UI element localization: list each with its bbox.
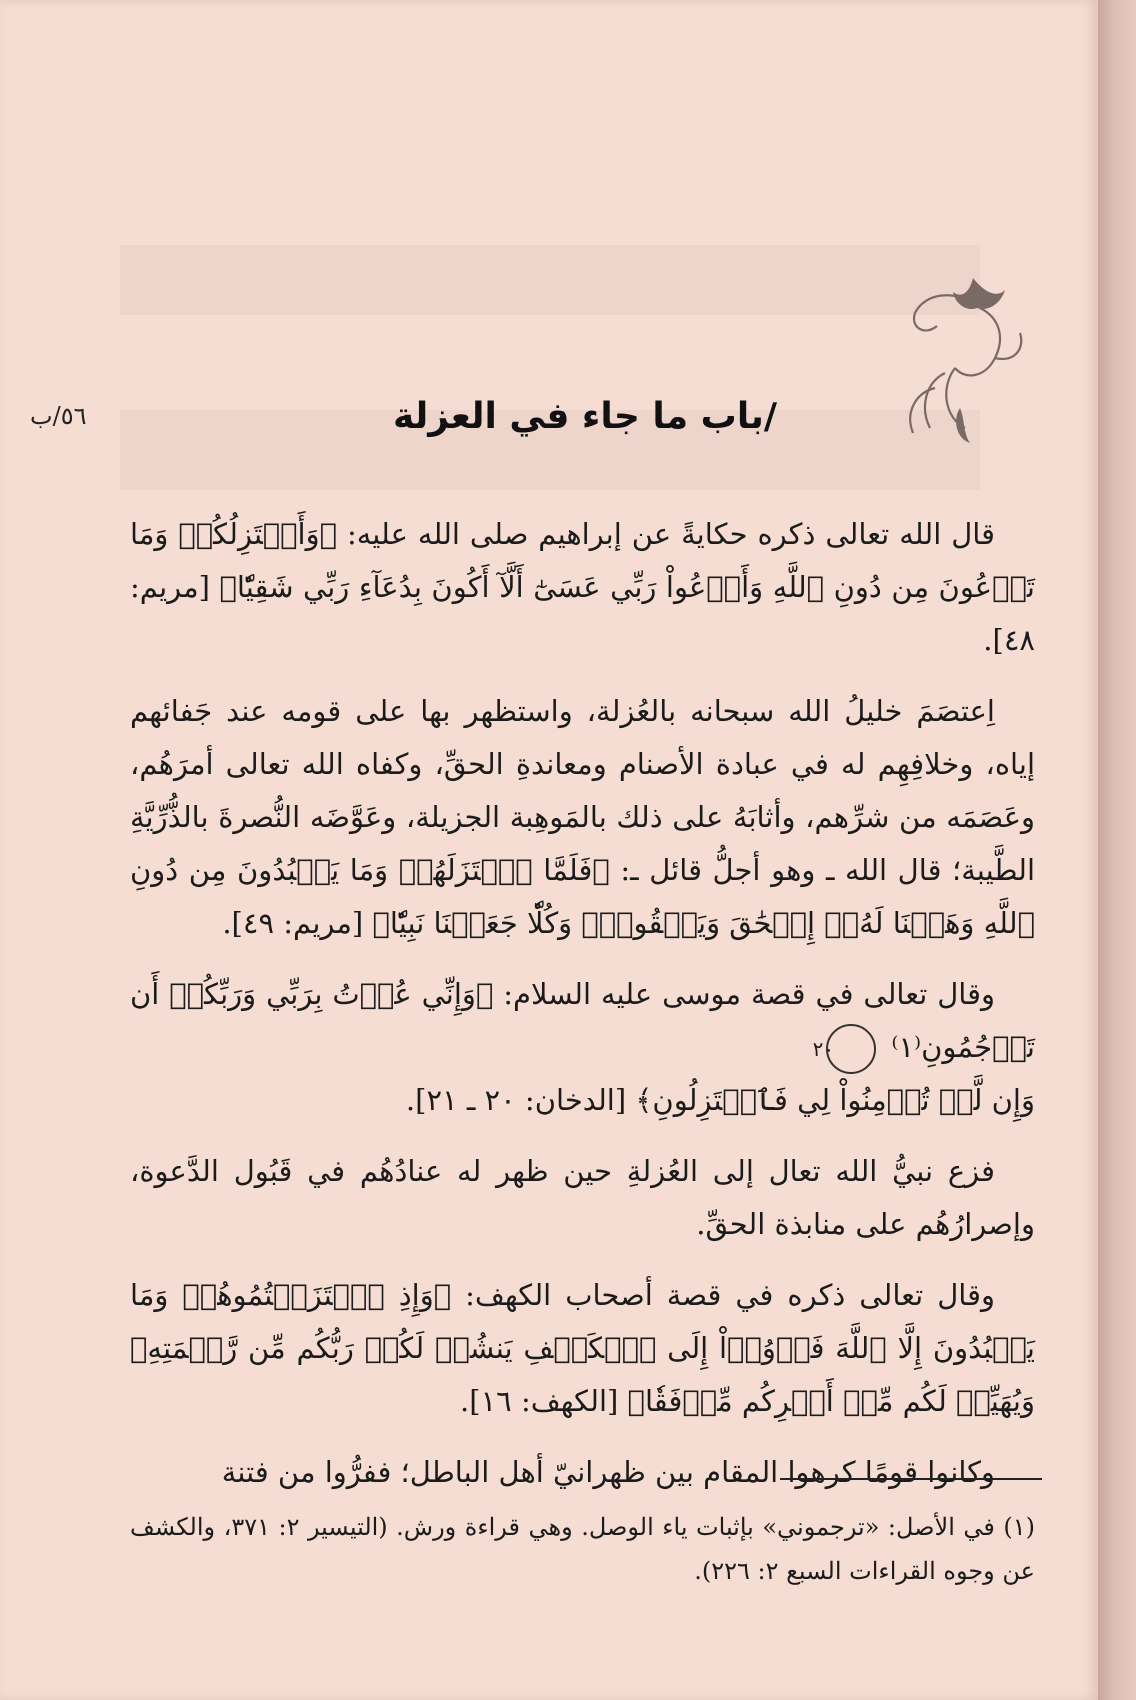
paragraph-text: وقال تعالى في قصة موسى عليه السلام: ﴿وَإِنِّي عُذۡتُ بِرَبِّي وَرَبِّكُمۡ أَن تَرۡجُمُونِ⁽١⁾ [130, 977, 1035, 1064]
verse-number-marker: ٢٠ [826, 1024, 876, 1074]
paragraph: وقال تعالى ذكره في قصة أصحاب الكهف: ﴿وَإِذِ ٱعۡتَزَلۡتُمُوهُمۡ وَمَا يَعۡبُدُونَ إِلَّا ٱللَّهَ فَأۡوُۥٓاْ إِلَى ٱلۡكَهۡفِ يَنشُرۡ لَكُمۡ رَبُّكُم مِّن رَّحۡمَتِهِۦ وَيُهَيِّئۡ لَكُم مِّنۡ أَمۡرِكُم مِّرۡفَقٗا﴾ [الكهف: ١٦]. [130, 1278, 1035, 1418]
folio-marker: ٥٦/ب [30, 402, 87, 430]
paragraph: وكانوا قومًا كرهوا المقام بين ظهرانيّ أهل الباطل؛ ففرُّوا من فتنة [221, 1455, 995, 1489]
main-text [130, 508, 1035, 1517]
show-through-band [120, 245, 980, 315]
paragraph: فزع نبيُّ الله تعال إلى العُزلةِ حين ظهر له عنادُهُم في قَبُول الدَّعوة، وإصرارُهُم على منابذة الحقِّ. [130, 1154, 1035, 1241]
page-edge [1098, 0, 1136, 1700]
chapter-title: /باب ما جاء في العزلة [392, 396, 778, 437]
paragraph [130, 968, 1035, 1074]
footnote: (١) في الأصل: «ترجموني» بإثبات ياء الوصل. وهي قراءة ورش. (التيسير ٢: ٣٧١، والكشف عن وجوه القراءات السبع ٢: ٢٢٦). [130, 1513, 1035, 1585]
chapter-header [0, 392, 1098, 452]
footnote-separator [780, 1478, 1042, 1480]
paragraph-continuation: وَإِن لَّمۡ تُؤۡمِنُواْ لِي فَٱعۡتَزِلُونِ﴾ [الدخان: ٢٠ ـ ٢١]. [405, 1083, 1035, 1117]
paragraph: قال الله تعالى ذكره حكايةً عن إبراهيم صلى الله عليه: ﴿وَأَعۡتَزِلُكُمۡ وَمَا تَدۡعُونَ مِن دُونِ ٱللَّهِ وَأَدۡعُواْ رَبِّي عَسَىٰٓ أَلَّآ أَكُونَ بِدُعَآءِ رَبِّي شَقِيّٗا﴾ [مريم: ٤٨]. [130, 517, 1035, 657]
paragraph: اِعتصَمَ خليلُ الله سبحانه بالعُزلة، واستظهر بها على قومه عند جَفائهم إياه، وخلافِهِم له في عبادة الأصنام ومعاندةِ الحقِّ، وكفاه الله تعالى أمرَهُم، وعَصَمَه من شرِّهم، وأثابَهُ على ذلك بالمَوهِبة الجزيلة، وعَوَّضَه النُّصرةَ بالذُّرِّيَّةِ الطَّيبة؛ قال الله ـ وهو أجلُّ قائل ـ: ﴿فَلَمَّا ٱعۡتَزَلَهُمۡ وَمَا يَعۡبُدُونَ مِن دُونِ ٱللَّهِ وَهَبۡنَا لَهُۥٓ إِسۡحَٰقَ وَيَعۡقُوبَۖ وَكُلّٗا جَعَلۡنَا نَبِيّٗا﴾ [مريم: ٤٩]. [130, 694, 1035, 940]
